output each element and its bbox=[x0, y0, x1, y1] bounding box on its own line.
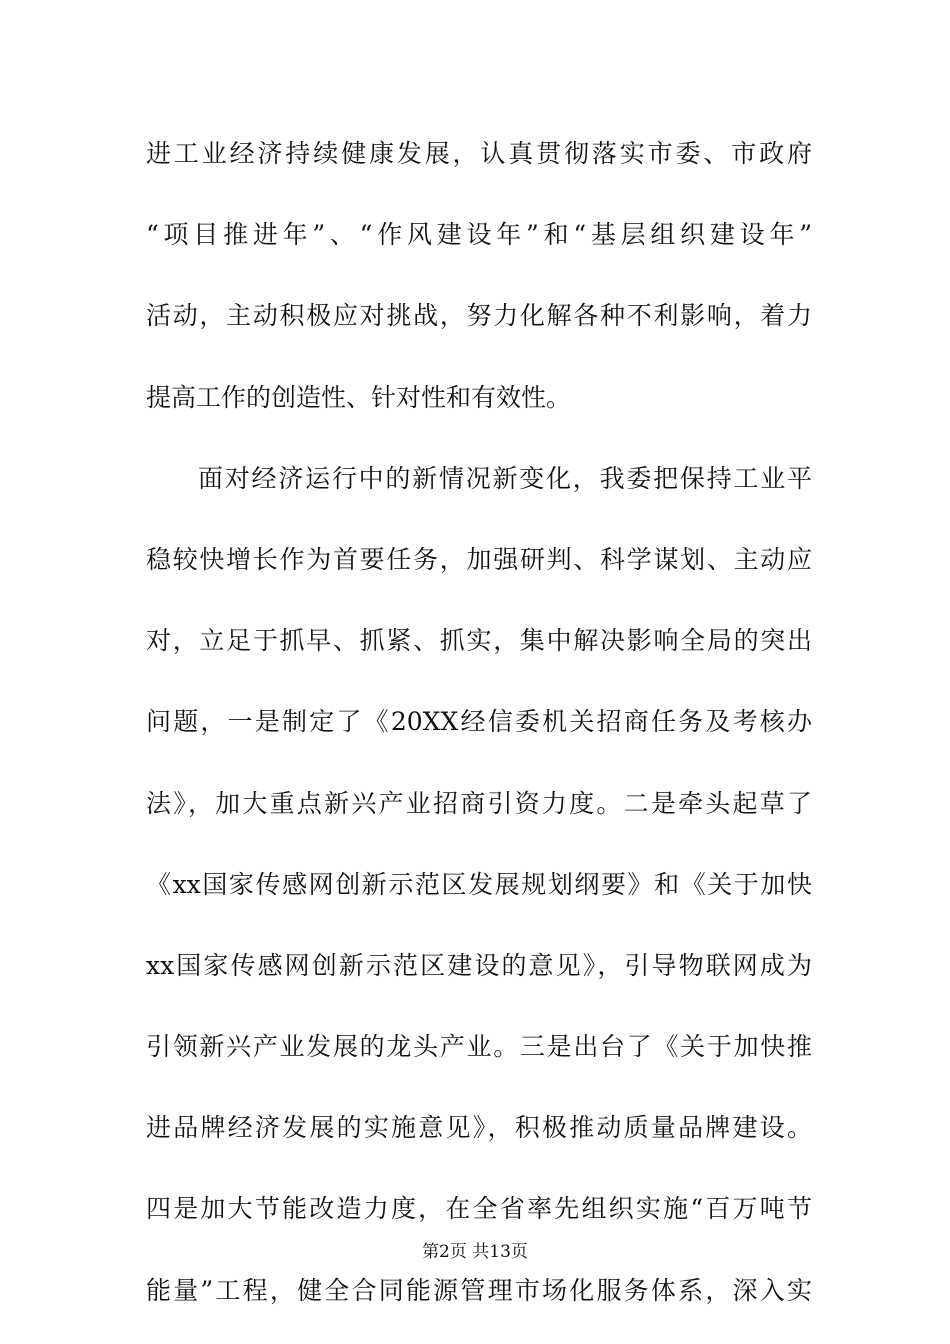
text-line: 法》，加大重点新兴产业招商引资力度。二是牵头起草了 bbox=[146, 788, 812, 818]
text-line: 四是加大节能改造力度，在全省率先组织实施“百万吨节 bbox=[146, 1194, 812, 1224]
page-number-footer: 第2页 共13页 bbox=[422, 1242, 528, 1262]
text-line: 面对经济运行中的新情况新变化，我委把保持工业平 bbox=[198, 463, 812, 493]
text-line: 活动，主动积极应对挑战，努力化解各种不利影响，着力 bbox=[146, 301, 812, 331]
text-line: 进工业经济持续健康发展，认真贯彻落实市委、市政府 bbox=[146, 139, 812, 168]
text-line: 提高工作的创造性、针对性和有效性。 bbox=[146, 382, 572, 412]
text-line: 对，立足于抓早、抓紧、抓实，集中解决影响全局的突出 bbox=[146, 626, 812, 656]
text-line: xx国家传感网创新示范区建设的意见》，引导物联网成为 bbox=[146, 950, 812, 980]
text-line: 问题，一是制定了《20XX经信委机关招商任务及考核办 bbox=[146, 707, 812, 737]
body-text bbox=[146, 122, 812, 1340]
text-line: 《xx国家传感网创新示范区发展规划纲要》和《关于加快 bbox=[146, 869, 812, 899]
text-line: 能量”工程，健全合同能源管理市场化服务体系，深入实 bbox=[146, 1275, 812, 1305]
text-line: 进品牌经济发展的实施意见》，积极推动质量品牌建设。 bbox=[146, 1113, 812, 1143]
text-line: 稳较快增长作为首要任务，加强研判、科学谋划、主动应 bbox=[146, 544, 812, 574]
text-line: “项目推进年”、“作风建设年”和“基层组织建设年” bbox=[146, 220, 812, 250]
text-line: 引领新兴产业发展的龙头产业。三是出台了《关于加快推 bbox=[146, 1032, 812, 1062]
